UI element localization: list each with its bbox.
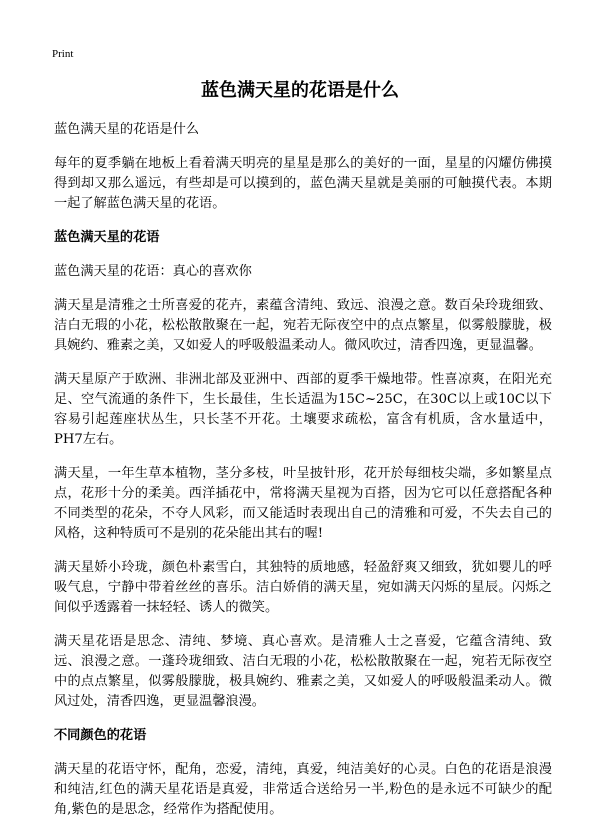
section1-paragraph-2: 满天星是清雅之士所喜爱的花卉，素蕴含清纯、致远、浪漫之意。数百朵玲珑细致、洁白无瑕的小花，松松散散聚在一起，宛若无际夜空中的点点繁星，似雾般朦胧，极具婉约、雅素之美，又如爱人的呼吸般温柔动人。微风吹过，清香四逸，更显温馨。 (54, 298, 552, 353)
section1-paragraph-6: 满天星花语是思念、清纯、梦境、真心喜欢。是清雅人士之喜爱，它蕴含清纯、致远、浪漫之意。一蓬玲珑细致、洁白无瑕的小花，松松散散聚在一起，宛若无际夜空中的点点繁星，似雾般朦胧，极具婉约、雅素之美，又如爱人的呼吸般温柔动人。微风过处，清香四逸，更显温馨浪漫。 (54, 634, 552, 709)
intro-paragraph: 每年的夏季躺在地板上看着满天明亮的星星是那么的美好的一面，星星的闪耀仿佛摸得到却又那么遥远，有些却是可以摸到的，蓝色满天星就是美丽的可触摸代表。本期一起了解蓝色满天星的花语。 (54, 156, 552, 211)
section1-paragraph-3: 满天星原产于欧洲、非洲北部及亚洲中、西部的夏季干燥地带。性喜凉爽，在阳光充足、空气流通的条件下，生长最佳，生长适温为15C~25C，在30C以上或10C以下容易引起莲座状丛生，只长茎不开花。土壤要求疏松，富含有机质，含水量适中，PH7左右。 (54, 372, 552, 447)
section-heading-colors: 不同颜色的花语 (54, 728, 147, 743)
article-subtitle: 蓝色满天星的花语是什么 (54, 122, 200, 137)
section2-paragraph-1: 满天星的花语守怀，配角，恋爱，清纯，真爱，纯洁美好的心灵。白色的花语是浪漫和纯洁,红色的满天星花语是真爱，非常适合送给另一半,粉色的是永远不可缺少的配角,紫色的是思念，经常作为搭配使用。 (54, 762, 552, 817)
article-body (54, 120, 552, 828)
section1-paragraph-5: 满天星娇小玲珑，颜色朴素雪白，其独特的质地感，轻盈舒爽又细致，犹如婴儿的呼吸气息，宁静中带着丝丝的喜乐。洁白娇俏的满天星，宛如满天闪烁的星辰。闪烁之间似乎透露着一抹轻轻、诱人的微笑。 (54, 560, 552, 615)
section1-paragraph-1: 蓝色满天星的花语：真心的喜欢你 (54, 264, 252, 279)
section-heading-flower-language: 蓝色满天星的花语 (54, 230, 160, 245)
print-link[interactable]: Print (52, 48, 74, 60)
page-title: 蓝色满天星的花语是什么 (201, 80, 399, 101)
section1-paragraph-4: 满天星，一年生草本植物，茎分多枝，叶呈披针形，花开於每细枝尖端，多如繁星点点，花形十分的柔美。西洋插花中，常将满天星视为百搭，因为它可以任意搭配各种不同类型的花朵，不夺人风彩，而又能适时表现出自己的清雅和可爱，不失去自己的风格，这种特质可不是别的花朵能出其右的喔! (54, 466, 552, 541)
